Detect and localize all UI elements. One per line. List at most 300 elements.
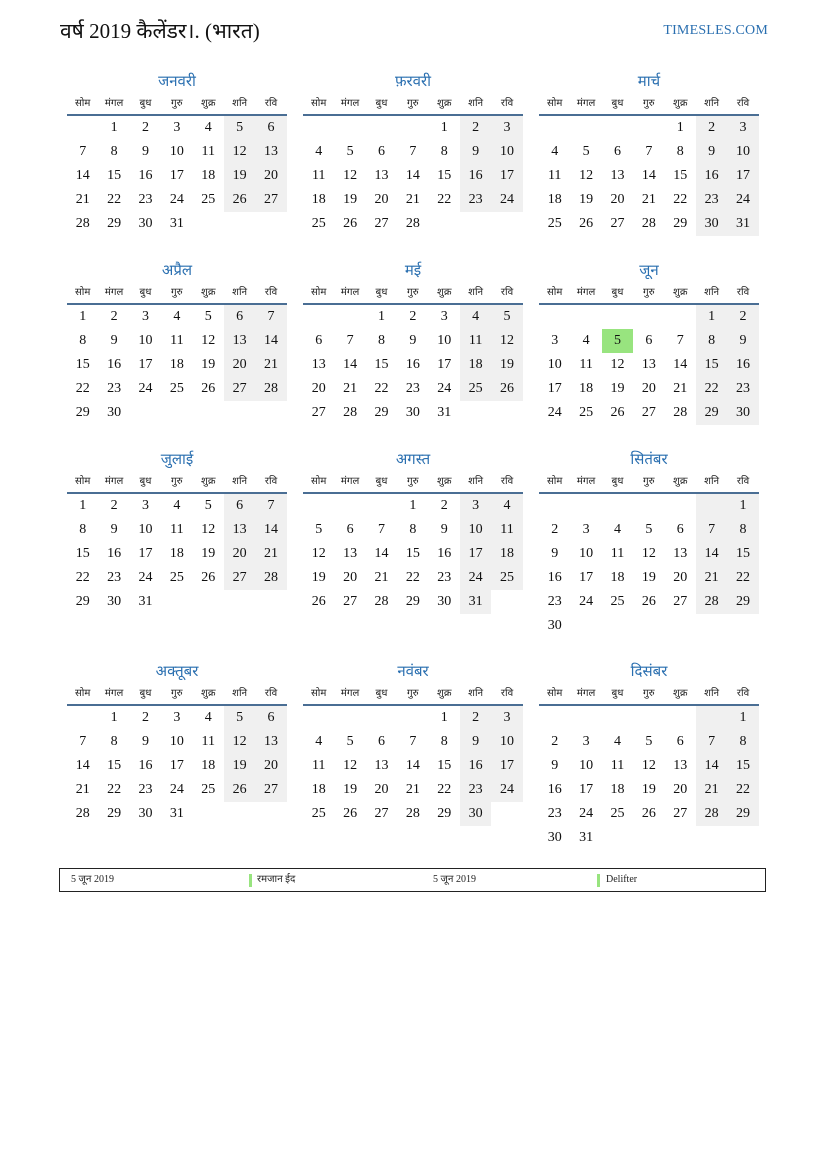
- day-cell[interactable]: 10: [169, 734, 184, 749]
- day-cell[interactable]: 9: [696, 140, 727, 164]
- day-cell[interactable]: 29: [107, 216, 122, 231]
- day-cell[interactable]: 21: [75, 782, 90, 797]
- day-cell[interactable]: 8: [727, 518, 758, 542]
- day-cell[interactable]: 27: [673, 594, 688, 609]
- day-cell[interactable]: 22: [727, 566, 758, 590]
- day-cell[interactable]: 18: [201, 168, 216, 183]
- day-cell[interactable]: 29: [727, 802, 758, 826]
- day-cell[interactable]: 16: [460, 754, 491, 778]
- day-cell[interactable]: 7: [79, 734, 87, 749]
- day-cell[interactable]: 7: [377, 522, 385, 537]
- day-cell[interactable]: 23: [138, 192, 153, 207]
- day-cell[interactable]: 3: [440, 309, 448, 324]
- day-cell[interactable]: 4: [613, 522, 621, 537]
- day-cell[interactable]: 24: [460, 566, 491, 590]
- day-cell[interactable]: 17: [579, 570, 594, 585]
- day-cell[interactable]: 5: [224, 706, 255, 730]
- day-cell[interactable]: 27: [673, 806, 688, 821]
- day-cell[interactable]: 24: [437, 381, 452, 396]
- day-cell[interactable]: 14: [696, 754, 727, 778]
- day-cell[interactable]: 15: [727, 754, 758, 778]
- day-cell[interactable]: 9: [440, 522, 448, 537]
- day-cell[interactable]: 8: [727, 730, 758, 754]
- day-cell[interactable]: 6: [315, 333, 323, 348]
- day-cell[interactable]: 24: [138, 570, 153, 585]
- day-cell[interactable]: 24: [579, 806, 594, 821]
- day-cell[interactable]: 14: [696, 542, 727, 566]
- day-cell[interactable]: 10: [437, 333, 452, 348]
- day-cell[interactable]: 15: [405, 546, 420, 561]
- day-cell[interactable]: 25: [201, 192, 216, 207]
- day-cell[interactable]: 19: [641, 782, 656, 797]
- day-cell[interactable]: 30: [138, 216, 153, 231]
- day-cell[interactable]: 19: [201, 357, 216, 372]
- day-cell[interactable]: 8: [409, 522, 417, 537]
- day-cell[interactable]: 31: [138, 594, 153, 609]
- day-cell[interactable]: 23: [405, 381, 420, 396]
- day-cell[interactable]: 21: [405, 192, 420, 207]
- day-cell[interactable]: 23: [107, 570, 122, 585]
- day-cell[interactable]: 21: [696, 778, 727, 802]
- day-cell[interactable]: 25: [491, 566, 522, 590]
- day-cell[interactable]: 13: [673, 758, 688, 773]
- day-cell[interactable]: 16: [727, 353, 758, 377]
- day-cell[interactable]: 23: [727, 377, 758, 401]
- day-cell[interactable]: 19: [641, 570, 656, 585]
- day-cell[interactable]: 20: [311, 381, 326, 396]
- day-cell[interactable]: 4: [460, 305, 491, 329]
- day-cell[interactable]: 19: [491, 353, 522, 377]
- day-cell[interactable]: 2: [110, 309, 118, 324]
- day-cell[interactable]: 22: [673, 192, 688, 207]
- day-cell[interactable]: 31: [169, 216, 184, 231]
- day-cell[interactable]: 12: [224, 730, 255, 754]
- day-cell[interactable]: 29: [727, 590, 758, 614]
- day-cell[interactable]: 7: [346, 333, 354, 348]
- day-cell[interactable]: 18: [547, 192, 562, 207]
- day-cell[interactable]: 31: [727, 212, 758, 236]
- day-cell[interactable]: 5: [204, 498, 212, 513]
- day-cell[interactable]: 14: [343, 357, 358, 372]
- day-cell[interactable]: 9: [551, 546, 559, 561]
- day-cell[interactable]: 27: [255, 778, 286, 802]
- day-cell[interactable]: 20: [224, 353, 255, 377]
- day-cell[interactable]: 6: [676, 522, 684, 537]
- day-cell[interactable]: 18: [169, 546, 184, 561]
- day-cell[interactable]: 7: [409, 734, 417, 749]
- day-cell[interactable]: 3: [582, 522, 590, 537]
- day-cell[interactable]: 23: [437, 570, 452, 585]
- day-cell[interactable]: 28: [75, 216, 90, 231]
- day-cell[interactable]: 21: [641, 192, 656, 207]
- day-cell[interactable]: 13: [224, 329, 255, 353]
- day-cell[interactable]: 15: [727, 542, 758, 566]
- day-cell[interactable]: 4: [315, 734, 323, 749]
- day-cell[interactable]: 12: [641, 758, 656, 773]
- day-cell[interactable]: 2: [460, 116, 491, 140]
- day-cell[interactable]: 23: [547, 594, 562, 609]
- day-cell[interactable]: 20: [641, 381, 656, 396]
- day-cell[interactable]: 11: [460, 329, 491, 353]
- day-cell[interactable]: 23: [460, 188, 491, 212]
- day-cell[interactable]: 31: [460, 590, 491, 614]
- day-cell[interactable]: 17: [547, 381, 562, 396]
- day-cell[interactable]: 10: [460, 518, 491, 542]
- day-cell[interactable]: 11: [610, 546, 625, 561]
- day-cell[interactable]: 26: [343, 806, 358, 821]
- day-cell[interactable]: 30: [727, 401, 758, 425]
- day-cell[interactable]: 4: [551, 144, 559, 159]
- day-cell[interactable]: 11: [201, 144, 215, 159]
- day-cell[interactable]: 11: [491, 518, 522, 542]
- day-cell[interactable]: 12: [201, 522, 216, 537]
- day-cell[interactable]: 11: [170, 333, 184, 348]
- day-cell[interactable]: 29: [107, 806, 122, 821]
- day-cell[interactable]: 9: [110, 333, 118, 348]
- day-cell[interactable]: 28: [343, 405, 358, 420]
- day-cell[interactable]: 3: [727, 116, 758, 140]
- day-cell[interactable]: 7: [255, 305, 286, 329]
- day-cell[interactable]: 19: [343, 192, 358, 207]
- day-cell[interactable]: 18: [311, 192, 326, 207]
- day-cell[interactable]: 24: [547, 405, 562, 420]
- day-cell[interactable]: 6: [613, 144, 621, 159]
- day-cell[interactable]: 11: [547, 168, 562, 183]
- day-cell[interactable]: 24: [491, 188, 522, 212]
- day-cell[interactable]: 18: [491, 542, 522, 566]
- day-cell[interactable]: 6: [377, 734, 385, 749]
- day-cell[interactable]: 16: [107, 546, 122, 561]
- day-cell[interactable]: 3: [491, 706, 522, 730]
- day-cell[interactable]: 15: [374, 357, 389, 372]
- day-cell[interactable]: 1: [727, 706, 758, 730]
- day-cell[interactable]: 5: [645, 734, 653, 749]
- day-cell[interactable]: 29: [374, 405, 389, 420]
- day-cell[interactable]: 16: [547, 782, 562, 797]
- day-cell[interactable]: 24: [169, 192, 184, 207]
- day-cell[interactable]: 28: [374, 594, 389, 609]
- day-cell[interactable]: 6: [645, 333, 653, 348]
- day-cell[interactable]: 17: [169, 758, 184, 773]
- day-cell[interactable]: 10: [579, 546, 594, 561]
- day-cell[interactable]: 3: [173, 710, 181, 725]
- day-cell[interactable]: 20: [374, 782, 389, 797]
- day-cell[interactable]: 27: [224, 377, 255, 401]
- day-cell[interactable]: 18: [579, 381, 594, 396]
- day-cell[interactable]: 29: [75, 405, 90, 420]
- day-cell[interactable]: 1: [676, 120, 684, 135]
- day-cell[interactable]: 18: [460, 353, 491, 377]
- day-cell[interactable]: 4: [582, 333, 590, 348]
- day-cell[interactable]: 21: [374, 570, 389, 585]
- day-cell[interactable]: 1: [79, 309, 87, 324]
- day-cell[interactable]: 10: [138, 522, 153, 537]
- day-cell[interactable]: 26: [224, 188, 255, 212]
- day-cell[interactable]: 22: [107, 192, 122, 207]
- day-cell[interactable]: 22: [75, 570, 90, 585]
- day-cell[interactable]: 26: [224, 778, 255, 802]
- day-cell[interactable]: 5: [315, 522, 323, 537]
- day-cell[interactable]: 26: [579, 216, 594, 231]
- day-cell[interactable]: 22: [107, 782, 122, 797]
- day-cell[interactable]: 16: [405, 357, 420, 372]
- day-cell[interactable]: 18: [311, 782, 326, 797]
- day-cell[interactable]: 26: [201, 381, 216, 396]
- day-cell[interactable]: 2: [551, 734, 559, 749]
- day-cell[interactable]: 30: [696, 212, 727, 236]
- day-cell[interactable]: 26: [641, 594, 656, 609]
- day-cell[interactable]: 13: [224, 518, 255, 542]
- day-cell[interactable]: 28: [255, 377, 286, 401]
- day-cell[interactable]: 19: [579, 192, 594, 207]
- day-cell[interactable]: 2: [440, 498, 448, 513]
- day-cell[interactable]: 3: [460, 494, 491, 518]
- day-cell[interactable]: 2: [460, 706, 491, 730]
- day-cell[interactable]: 19: [201, 546, 216, 561]
- day-cell[interactable]: 10: [491, 730, 522, 754]
- day-cell[interactable]: 2: [696, 116, 727, 140]
- day-cell[interactable]: 11: [311, 168, 326, 183]
- day-cell[interactable]: 26: [491, 377, 522, 401]
- day-cell[interactable]: 13: [374, 168, 389, 183]
- day-cell[interactable]: 17: [491, 164, 522, 188]
- day-cell[interactable]: 6: [346, 522, 354, 537]
- day-cell[interactable]: 26: [343, 216, 358, 231]
- day-cell[interactable]: 15: [696, 353, 727, 377]
- day-cell[interactable]: 22: [696, 377, 727, 401]
- day-cell[interactable]: 11: [579, 357, 593, 372]
- day-cell[interactable]: 30: [437, 594, 452, 609]
- day-cell[interactable]: 14: [75, 758, 90, 773]
- day-cell[interactable]: 22: [405, 570, 420, 585]
- day-cell[interactable]: 2: [141, 120, 149, 135]
- day-cell[interactable]: 15: [437, 758, 452, 773]
- day-cell[interactable]: 13: [673, 546, 688, 561]
- day-cell[interactable]: 25: [460, 377, 491, 401]
- day-cell[interactable]: 12: [224, 140, 255, 164]
- day-cell[interactable]: 16: [138, 168, 153, 183]
- day-cell[interactable]: 10: [169, 144, 184, 159]
- day-cell[interactable]: 24: [727, 188, 758, 212]
- site-link[interactable]: TIMESLES.COM: [663, 23, 768, 38]
- day-cell[interactable]: 29: [405, 594, 420, 609]
- day-cell[interactable]: 3: [582, 734, 590, 749]
- day-cell[interactable]: 1: [727, 494, 758, 518]
- day-cell[interactable]: 30: [405, 405, 420, 420]
- day-cell[interactable]: 13: [641, 357, 656, 372]
- day-cell[interactable]: 12: [610, 357, 625, 372]
- day-cell[interactable]: 12: [491, 329, 522, 353]
- day-cell[interactable]: 14: [405, 168, 420, 183]
- day-cell[interactable]: 4: [315, 144, 323, 159]
- day-cell[interactable]: 10: [727, 140, 758, 164]
- day-cell[interactable]: 8: [440, 144, 448, 159]
- day-cell[interactable]: 28: [405, 216, 420, 231]
- day-cell[interactable]: 27: [610, 216, 625, 231]
- day-cell[interactable]: 20: [255, 164, 286, 188]
- day-cell[interactable]: 21: [673, 381, 688, 396]
- day-cell[interactable]: 28: [673, 405, 688, 420]
- day-cell[interactable]: 14: [673, 357, 688, 372]
- day-cell[interactable]: 15: [75, 357, 90, 372]
- day-cell[interactable]: 9: [460, 140, 491, 164]
- day-cell[interactable]: 17: [437, 357, 452, 372]
- day-cell[interactable]: 8: [696, 329, 727, 353]
- day-cell[interactable]: 6: [224, 305, 255, 329]
- day-cell[interactable]: 21: [405, 782, 420, 797]
- day-cell[interactable]: 17: [138, 546, 153, 561]
- day-cell[interactable]: 27: [374, 806, 389, 821]
- day-cell[interactable]: 16: [547, 570, 562, 585]
- day-cell[interactable]: 13: [255, 140, 286, 164]
- day-cell[interactable]: 4: [173, 498, 181, 513]
- day-cell[interactable]: 20: [374, 192, 389, 207]
- day-cell[interactable]: 19: [343, 782, 358, 797]
- day-cell[interactable]: 3: [173, 120, 181, 135]
- day-cell[interactable]: 18: [169, 357, 184, 372]
- day-cell[interactable]: 8: [110, 144, 118, 159]
- day-cell[interactable]: 5: [491, 305, 522, 329]
- day-cell[interactable]: 19: [610, 381, 625, 396]
- day-cell[interactable]: 2: [409, 309, 417, 324]
- day-cell[interactable]: 15: [107, 758, 122, 773]
- day-cell[interactable]: 4: [204, 120, 212, 135]
- day-cell[interactable]: 14: [75, 168, 90, 183]
- day-cell[interactable]: 7: [676, 333, 684, 348]
- day-cell[interactable]: 4: [613, 734, 621, 749]
- day-cell[interactable]: 13: [374, 758, 389, 773]
- day-cell[interactable]: 5: [224, 116, 255, 140]
- day-cell[interactable]: 20: [343, 570, 358, 585]
- day-cell[interactable]: 31: [579, 830, 594, 845]
- day-cell[interactable]: 16: [107, 357, 122, 372]
- day-cell[interactable]: 15: [75, 546, 90, 561]
- day-cell[interactable]: 22: [727, 778, 758, 802]
- day-cell[interactable]: 25: [201, 782, 216, 797]
- day-cell[interactable]: 22: [437, 192, 452, 207]
- day-cell[interactable]: 1: [110, 710, 118, 725]
- day-cell[interactable]: 17: [491, 754, 522, 778]
- day-cell[interactable]: 24: [169, 782, 184, 797]
- day-cell[interactable]: 20: [255, 754, 286, 778]
- day-cell[interactable]: 23: [138, 782, 153, 797]
- day-cell[interactable]: 5: [602, 329, 633, 353]
- day-cell[interactable]: 2: [141, 710, 149, 725]
- day-cell[interactable]: 28: [696, 802, 727, 826]
- day-cell[interactable]: 27: [224, 566, 255, 590]
- day-cell[interactable]: 27: [343, 594, 358, 609]
- day-cell[interactable]: 12: [311, 546, 326, 561]
- day-cell[interactable]: 17: [169, 168, 184, 183]
- day-cell[interactable]: 9: [551, 758, 559, 773]
- day-cell[interactable]: 11: [170, 522, 184, 537]
- day-cell[interactable]: 6: [255, 706, 286, 730]
- day-cell[interactable]: 18: [610, 570, 625, 585]
- day-cell[interactable]: 11: [610, 758, 625, 773]
- day-cell[interactable]: 13: [311, 357, 326, 372]
- day-cell[interactable]: 27: [255, 188, 286, 212]
- day-cell[interactable]: 7: [645, 144, 653, 159]
- day-cell[interactable]: 18: [201, 758, 216, 773]
- day-cell[interactable]: 25: [311, 216, 326, 231]
- day-cell[interactable]: 1: [110, 120, 118, 135]
- day-cell[interactable]: 13: [610, 168, 625, 183]
- day-cell[interactable]: 25: [169, 381, 184, 396]
- day-cell[interactable]: 8: [440, 734, 448, 749]
- day-cell[interactable]: 25: [169, 570, 184, 585]
- day-cell[interactable]: 16: [437, 546, 452, 561]
- day-cell[interactable]: 10: [138, 333, 153, 348]
- day-cell[interactable]: 17: [727, 164, 758, 188]
- day-cell[interactable]: 28: [75, 806, 90, 821]
- day-cell[interactable]: 6: [377, 144, 385, 159]
- day-cell[interactable]: 27: [641, 405, 656, 420]
- day-cell[interactable]: 4: [491, 494, 522, 518]
- day-cell[interactable]: 12: [201, 333, 216, 348]
- day-cell[interactable]: 31: [437, 405, 452, 420]
- day-cell[interactable]: 7: [696, 518, 727, 542]
- day-cell[interactable]: 11: [201, 734, 215, 749]
- day-cell[interactable]: 20: [673, 570, 688, 585]
- day-cell[interactable]: 16: [460, 164, 491, 188]
- day-cell[interactable]: 26: [311, 594, 326, 609]
- day-cell[interactable]: 1: [440, 710, 448, 725]
- day-cell[interactable]: 23: [107, 381, 122, 396]
- day-cell[interactable]: 4: [173, 309, 181, 324]
- day-cell[interactable]: 14: [374, 546, 389, 561]
- day-cell[interactable]: 2: [727, 305, 758, 329]
- day-cell[interactable]: 8: [676, 144, 684, 159]
- day-cell[interactable]: 28: [641, 216, 656, 231]
- day-cell[interactable]: 29: [673, 216, 688, 231]
- day-cell[interactable]: 20: [224, 542, 255, 566]
- day-cell[interactable]: 26: [201, 570, 216, 585]
- day-cell[interactable]: 2: [551, 522, 559, 537]
- day-cell[interactable]: 15: [437, 168, 452, 183]
- day-cell[interactable]: 21: [255, 353, 286, 377]
- day-cell[interactable]: 14: [255, 329, 286, 353]
- day-cell[interactable]: 2: [110, 498, 118, 513]
- day-cell[interactable]: 29: [696, 401, 727, 425]
- day-cell[interactable]: 31: [169, 806, 184, 821]
- day-cell[interactable]: 13: [255, 730, 286, 754]
- day-cell[interactable]: 25: [311, 806, 326, 821]
- day-cell[interactable]: 8: [377, 333, 385, 348]
- day-cell[interactable]: 9: [409, 333, 417, 348]
- day-cell[interactable]: 12: [641, 546, 656, 561]
- day-cell[interactable]: 17: [138, 357, 153, 372]
- day-cell[interactable]: 10: [491, 140, 522, 164]
- day-cell[interactable]: 22: [374, 381, 389, 396]
- day-cell[interactable]: 19: [224, 754, 255, 778]
- day-cell[interactable]: 27: [374, 216, 389, 231]
- day-cell[interactable]: 30: [107, 594, 122, 609]
- day-cell[interactable]: 19: [224, 164, 255, 188]
- day-cell[interactable]: 21: [75, 192, 90, 207]
- day-cell[interactable]: 28: [255, 566, 286, 590]
- day-cell[interactable]: 21: [696, 566, 727, 590]
- day-cell[interactable]: 8: [79, 522, 87, 537]
- day-cell[interactable]: 25: [610, 594, 625, 609]
- day-cell[interactable]: 3: [491, 116, 522, 140]
- day-cell[interactable]: 6: [224, 494, 255, 518]
- day-cell[interactable]: 4: [204, 710, 212, 725]
- day-cell[interactable]: 20: [610, 192, 625, 207]
- day-cell[interactable]: 12: [343, 168, 358, 183]
- day-cell[interactable]: 30: [547, 830, 562, 845]
- day-cell[interactable]: 12: [343, 758, 358, 773]
- day-cell[interactable]: 10: [547, 357, 562, 372]
